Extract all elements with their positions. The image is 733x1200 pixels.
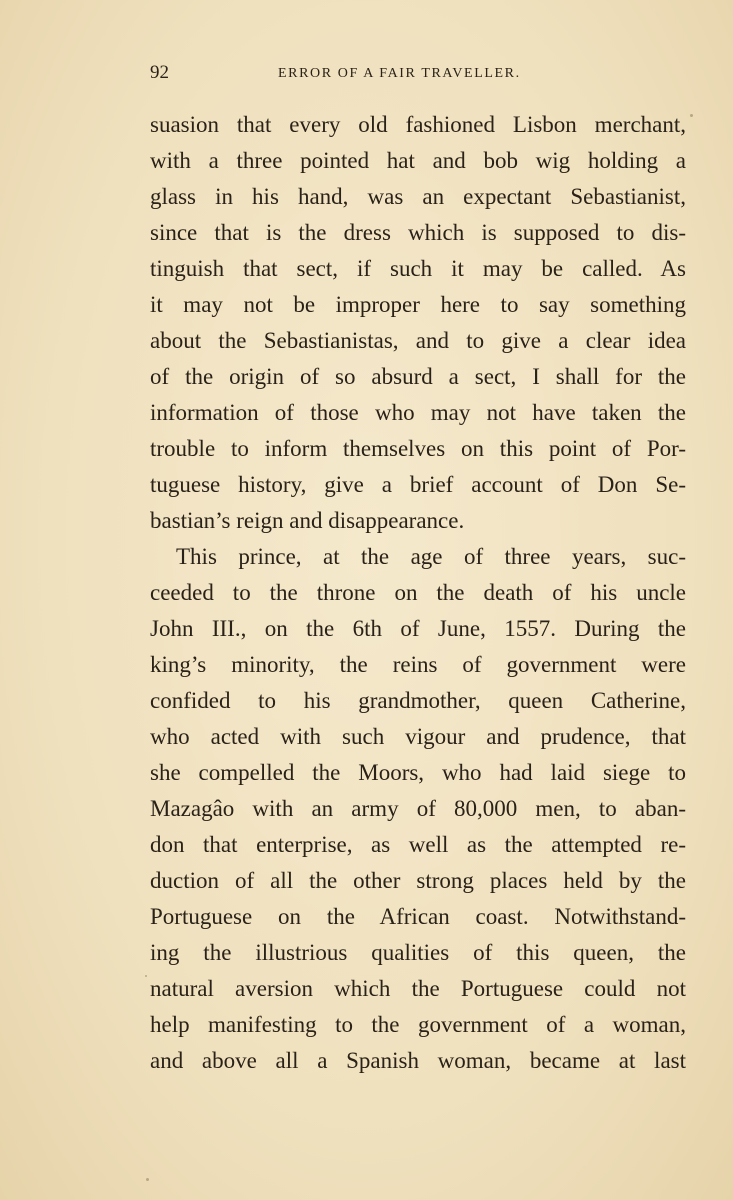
page-header [150, 62, 686, 86]
text-line: who acted with such vigour and prudence, that [150, 724, 686, 749]
text-line: Portuguese on the African coast. Notwithstand- [150, 904, 686, 929]
text-line: since that is the dress which is supposed to dis- [150, 220, 686, 245]
page-number: 92 [150, 62, 169, 83]
text-line: with a three pointed hat and bob wig holding a [150, 148, 686, 173]
text-line: ing the illustrious qualities of this queen, the [150, 940, 686, 965]
text-line: natural aversion which the Portuguese could not [150, 976, 686, 1001]
paper-fleck [145, 975, 147, 977]
text-line: trouble to inform themselves on this point of Por- [150, 436, 686, 461]
text-line: confided to his grandmother, queen Catherine, [150, 688, 686, 713]
text-line: of the origin of so absurd a sect, I shall for the [150, 364, 686, 389]
paragraph-2 [150, 539, 686, 1079]
body-text [150, 107, 686, 1079]
text-line: it may not be improper here to say something [150, 292, 686, 317]
text-line: about the Sebastianistas, and to give a clear idea [150, 328, 686, 353]
text-line: This prince, at the age of three years, suc- [176, 544, 686, 569]
text-line: tinguish that sect, if such it may be called. As [150, 256, 686, 281]
text-line: tuguese history, give a brief account of Don Se- [150, 472, 686, 497]
text-line: John III., on the 6th of June, 1557. During the [150, 616, 686, 641]
paper-fleck [146, 1178, 149, 1181]
text-line: duction of all the other strong places held by the [150, 868, 686, 893]
paragraph-1 [150, 107, 686, 539]
text-line: ceeded to the throne on the death of his uncle [150, 580, 686, 605]
paper-fleck [690, 114, 693, 117]
text-line: and above all a Spanish woman, became at last [150, 1048, 686, 1073]
running-head: ERROR OF A FAIR TRAVELLER. [278, 66, 521, 81]
text-line: bastian’s reign and disappearance. [150, 508, 465, 533]
text-line: suasion that every old fashioned Lisbon merchant, [150, 112, 686, 137]
text-line: Mazagâo with an army of 80,000 men, to aban- [150, 796, 686, 821]
text-line: help manifesting to the government of a woman, [150, 1012, 686, 1037]
text-line: glass in his hand, was an expectant Sebastianist, [150, 184, 686, 209]
text-line: king’s minority, the reins of government were [150, 652, 686, 677]
text-line: she compelled the Moors, who had laid siege to [150, 760, 686, 785]
text-line: don that enterprise, as well as the attempted re- [150, 832, 686, 857]
text-line: information of those who may not have taken the [150, 400, 686, 425]
